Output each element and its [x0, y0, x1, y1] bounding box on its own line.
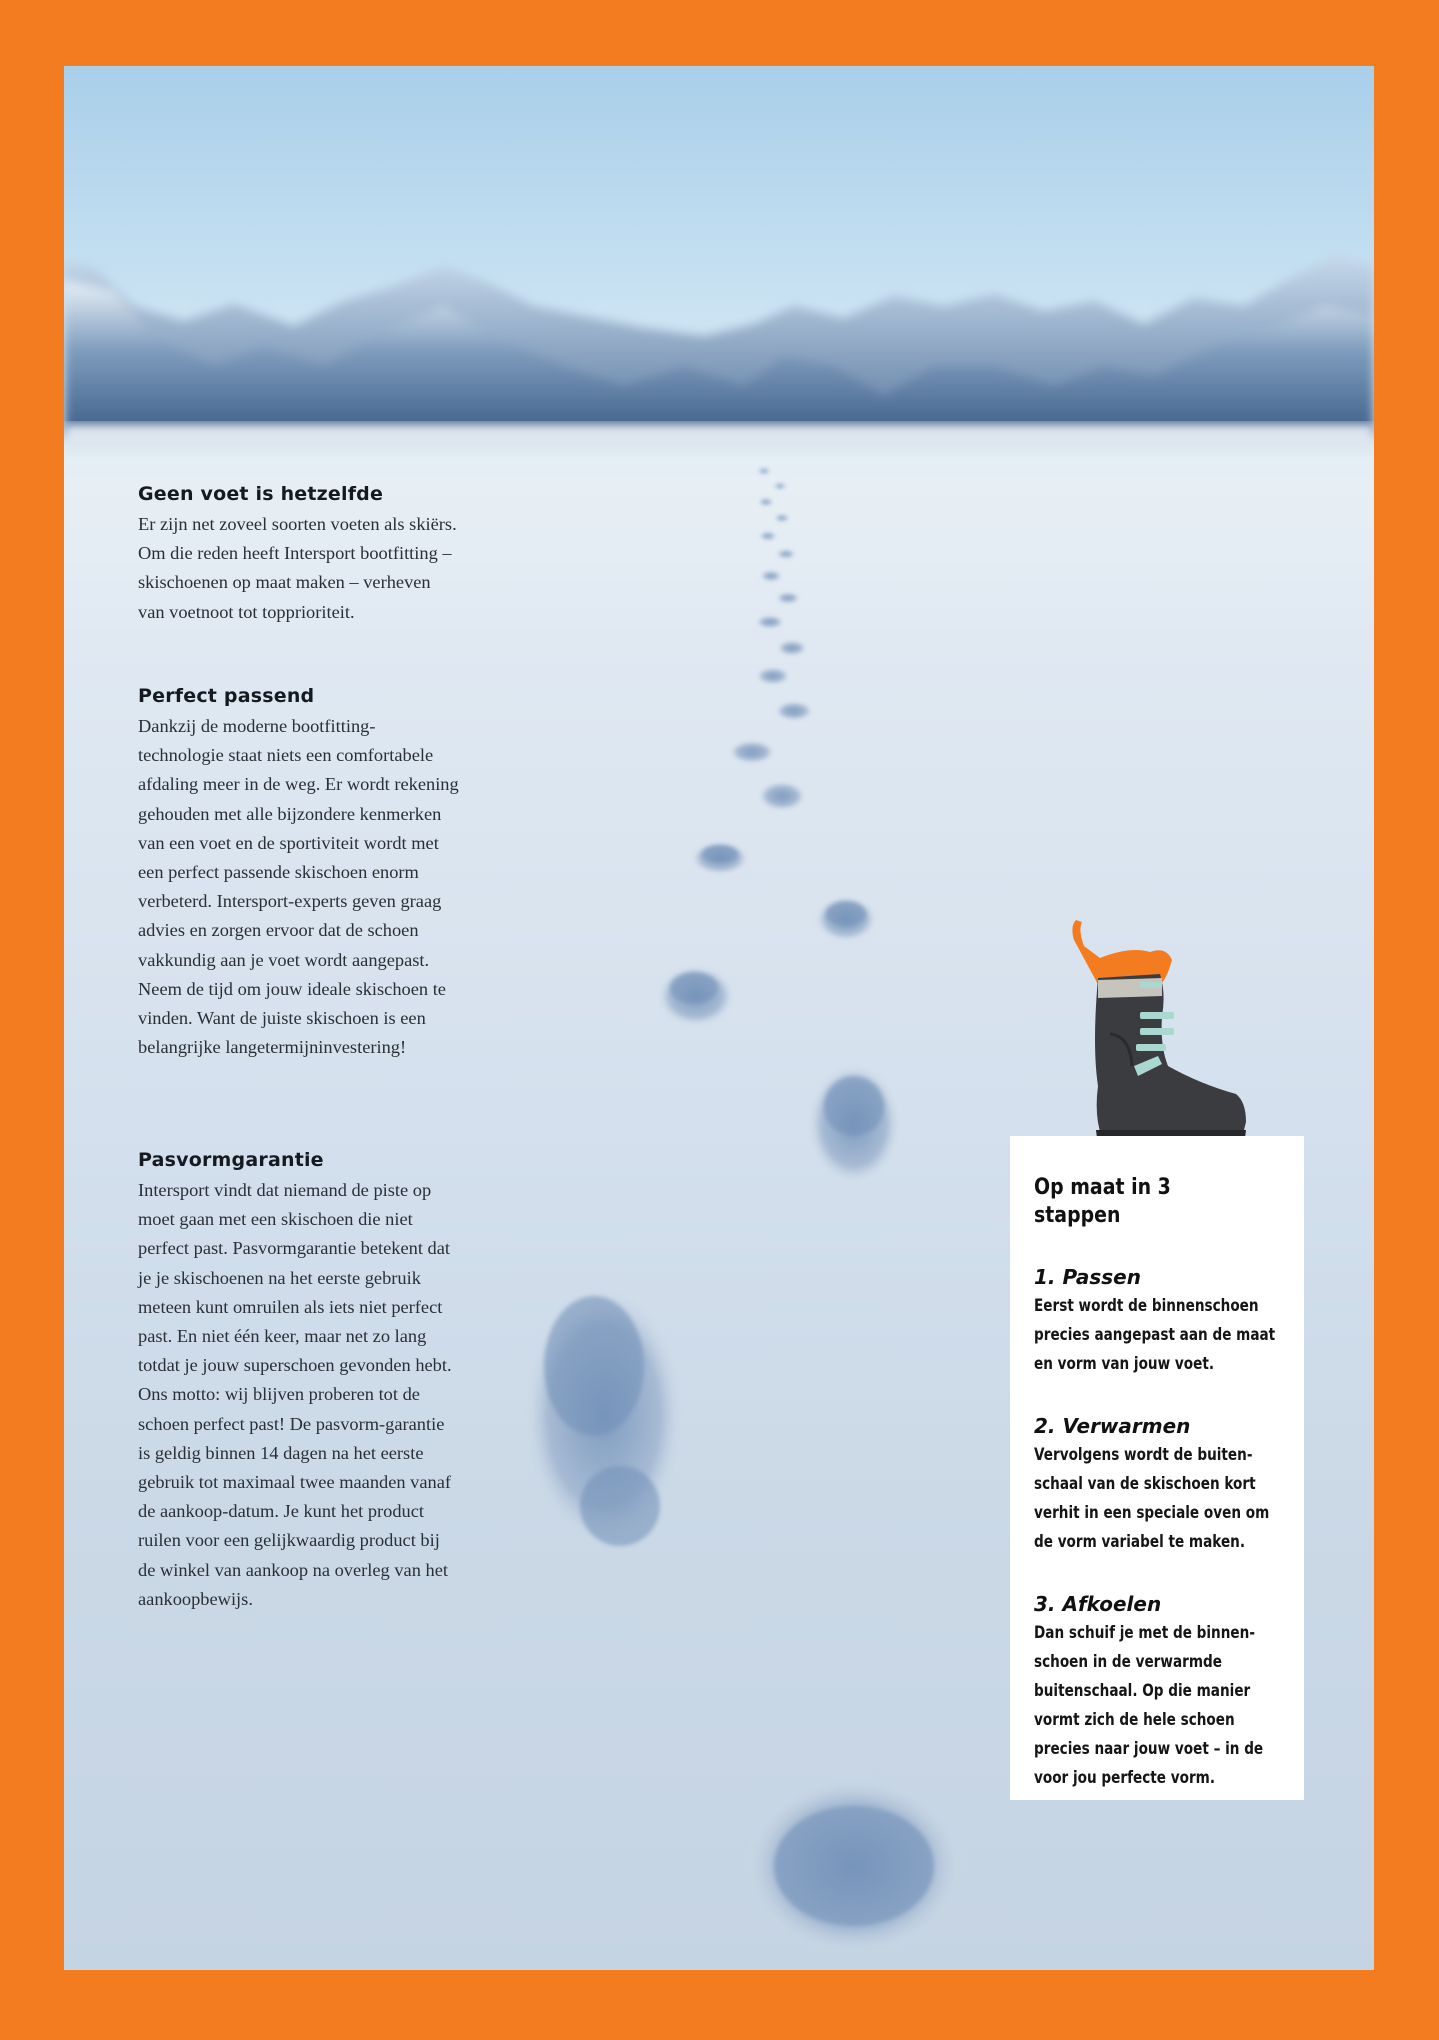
- step-title: 1. Passen: [1034, 1265, 1141, 1289]
- step-title: 3. Afkoelen: [1034, 1592, 1162, 1616]
- section-text: Er zijn net zoveel soorten voeten als skiërs. Om die reden heeft Intersport bootfitting – skischoenen op maat maken – verheven van voetnoot tot topprioriteit.: [138, 514, 457, 622]
- step-afkoelen: [1034, 1591, 1286, 1793]
- steps-box: [1010, 1136, 1304, 1800]
- section-title: Perfect passend: [138, 685, 315, 707]
- section-text: Dankzij de moderne bootfitting-technologie staat niets een comfortabele afdaling meer in de weg. Er wordt rekening gehouden met alle bijzondere kenmerken van een voet en de sportiviteit wordt met een perfect passende skischoen enorm verbeterd. Intersport-experts geven graag advies en zorgen ervoor dat de schoen vakkundig aan je voet wordt aangepast. Neem de tijd om jouw ideale skischoen te vinden. Want de juiste skischoen is een belangrijke langetermijninvestering!: [138, 716, 459, 1058]
- section-perfect-passend: [138, 684, 460, 1062]
- section-pasvormgarantie: [138, 1148, 460, 1614]
- step-passen: [1034, 1264, 1286, 1379]
- step-text: Dan schuif je met de binnen-schoen in de verwarmde buitenschaal. Op die manier vormt zich de hele schoen precies naar jouw voet – in de voor jou perfecte vorm.: [1034, 1623, 1264, 1788]
- ski-boot-icon: [1040, 916, 1260, 1152]
- step-text: Eerst wordt de binnenschoen precies aangepast aan de maat en vorm van jouw voet.: [1034, 1296, 1276, 1374]
- section-title: Pasvormgarantie: [138, 1149, 324, 1171]
- section-text: Intersport vindt dat niemand de piste op moet gaan met een skischoen die niet perfect past. Pasvormgarantie betekent dat je je skischoenen na het eerste gebruik meteen kunt omruilen als iets niet perfect past. En niet één keer, maar net zo lang totdat je jouw superschoen gevonden hebt. Ons motto: wij blijven proberen tot de schoen perfect past! De pasvorm-garantie is geldig binnen 14 dagen na het eerste gebruik tot maximaal twee maanden vanaf de aankoop-datum. Je kunt het product ruilen voor een gelijkwaardig product bij de winkel van aankoop na overleg van het aankoopbewijs.: [138, 1180, 452, 1609]
- steps-box-title: Op maat in 3 stappen: [1034, 1175, 1171, 1228]
- step-text: Vervolgens wordt de buiten-schaal van de skischoen kort verhit in een speciale oven om de vorm variabel te maken.: [1034, 1445, 1270, 1552]
- step-title: 2. Verwarmen: [1034, 1414, 1191, 1438]
- section-geen-voet: [138, 482, 460, 627]
- step-verwarmen: [1034, 1413, 1286, 1557]
- section-title: Geen voet is hetzelfde: [138, 483, 384, 505]
